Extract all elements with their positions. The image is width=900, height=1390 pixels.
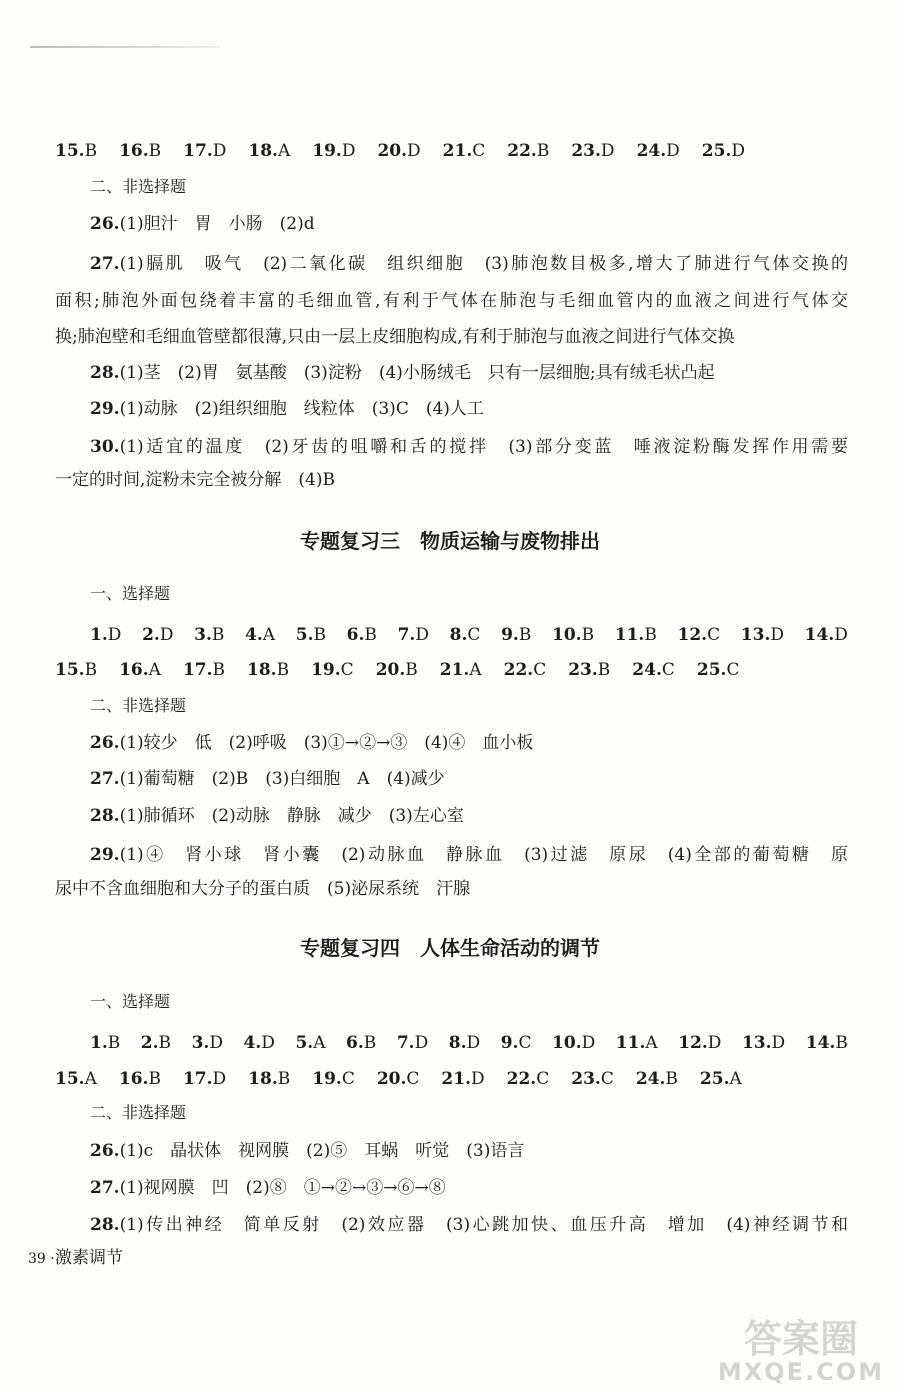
answer-number: 24.	[632, 660, 662, 680]
answer-number: 14.	[804, 625, 835, 645]
answer-item	[700, 1066, 742, 1092]
answer-choice: C	[472, 141, 486, 161]
answer-item	[248, 138, 290, 164]
answer-choice: B	[107, 1033, 121, 1053]
answer-item	[119, 138, 161, 164]
answer-number: 25.	[699, 1069, 730, 1089]
answer-item	[376, 657, 418, 683]
page-number: 39 ·	[28, 1251, 55, 1267]
answer-choice: C	[707, 625, 721, 645]
answer-item	[806, 1030, 848, 1056]
answer-number: 15.	[55, 660, 85, 680]
answer-item	[183, 657, 225, 683]
answer-number: 1.	[90, 625, 108, 645]
answer-number: 4.	[243, 1033, 262, 1053]
answer-number: 20.	[377, 141, 408, 161]
answer-choice: B	[277, 1069, 291, 1089]
answer-item	[244, 1030, 275, 1056]
answer-number: 17.	[182, 1069, 213, 1089]
answer-item	[697, 657, 740, 683]
answer-number: 19.	[312, 141, 342, 161]
answer-item	[504, 657, 547, 683]
answer-choice: B	[148, 141, 162, 161]
answer-number: 6.	[346, 625, 365, 645]
answer-item	[55, 657, 97, 683]
answer-choice: D	[600, 141, 615, 161]
question-28: 28.(1)肺循环 (2)动脉 静脉 减少 (3)左心室	[90, 806, 464, 826]
answer-choice: C	[340, 660, 354, 680]
answer-item	[443, 138, 486, 164]
answer-row	[55, 1066, 848, 1092]
answer-row	[55, 657, 848, 683]
answer-item	[440, 657, 482, 683]
answer-choice: A	[84, 1069, 97, 1089]
answer-choice: B	[276, 660, 290, 680]
answer-number: 1.	[90, 1033, 108, 1053]
watermark-line1: 答案圈	[743, 1317, 859, 1361]
answer-choice: D	[581, 1033, 596, 1053]
question-30-line-2: 一定的时间,淀粉未完全被分解 (4)B	[55, 470, 335, 490]
answer-choice: D	[731, 141, 745, 161]
section-heading: 二、非选择题	[90, 1103, 187, 1122]
answer-item	[742, 1030, 785, 1056]
answer-number: 8.	[448, 1033, 467, 1053]
answer-choice: B	[313, 625, 326, 645]
answer-choice: D	[212, 1069, 227, 1089]
answer-choice: B	[665, 1069, 678, 1089]
answer-item	[183, 138, 226, 164]
answer-choice: D	[415, 625, 429, 645]
answer-number: 12.	[677, 625, 708, 645]
answer-item	[637, 138, 680, 164]
answer-number: 17.	[182, 660, 213, 680]
answer-choice: B	[405, 660, 418, 680]
answer-choice: D	[212, 141, 227, 161]
answer-item	[571, 138, 614, 164]
answer-choice: C	[536, 1069, 550, 1089]
answer-choice: D	[407, 141, 421, 161]
answer-choice: D	[666, 141, 680, 161]
answer-item	[552, 1030, 595, 1056]
answer-item	[248, 1066, 290, 1092]
answer-item	[295, 1030, 325, 1056]
answer-number: 22.	[503, 660, 534, 680]
answer-item	[398, 622, 429, 648]
answer-number: 12.	[678, 1033, 708, 1053]
answer-number: 18.	[248, 1069, 278, 1089]
answer-number: 25.	[696, 660, 727, 680]
answer-number: 18.	[247, 660, 277, 680]
answer-item	[312, 1066, 355, 1092]
answer-number: 3.	[194, 625, 212, 645]
answer-choice: D	[471, 1069, 485, 1089]
answer-number: 20.	[376, 1069, 407, 1089]
answer-item	[377, 138, 420, 164]
answer-number: 13.	[740, 625, 771, 645]
answer-item	[312, 138, 355, 164]
answer-item	[296, 622, 326, 648]
answer-number: 21.	[439, 660, 470, 680]
answer-item	[450, 622, 481, 648]
question-27: 27.(1)视网膜 凹 (2)⑧ ①→②→③→⑥→⑧	[90, 1178, 446, 1198]
section-title: 专题复习三 物质运输与废物排出	[300, 529, 600, 553]
question-29-line-2: 尿中不含血细胞和大分子的蛋白质 (5)泌尿系统 汗腺	[55, 879, 471, 899]
answer-choice: B	[644, 625, 657, 645]
answer-number: 21.	[442, 141, 473, 161]
watermark-line2: MXQE.COM	[717, 1358, 885, 1386]
answer-choice: C	[533, 660, 547, 680]
answer-number: 3.	[191, 1033, 210, 1053]
answer-number: 10.	[552, 1033, 582, 1053]
answer-row	[55, 138, 848, 164]
answer-number: 11.	[614, 625, 645, 645]
answer-item	[501, 1030, 532, 1056]
answer-item	[55, 138, 97, 164]
answer-number: 2.	[140, 1033, 159, 1053]
answer-item	[552, 622, 594, 648]
answer-number: 25.	[701, 141, 732, 161]
answer-choice: B	[581, 625, 595, 645]
question-27-line-2: 面积;肺泡外面包绕着丰富的毛细血管,有利于气体在肺泡与毛细血管内的血液之间进行气体交	[55, 291, 848, 311]
answer-item	[55, 1066, 97, 1092]
answer-number: 5.	[295, 1033, 314, 1053]
answer-choice: B	[597, 660, 611, 680]
answer-number: 2.	[142, 625, 160, 645]
answer-number: 16.	[119, 141, 149, 161]
answer-choice: D	[707, 1033, 722, 1053]
question-29: 29.(1)动脉 (2)组织细胞 线粒体 (3)C (4)人工	[90, 399, 484, 419]
section-heading: 一、选择题	[90, 992, 171, 1011]
answer-choice: B	[363, 1033, 377, 1053]
answer-choice: C	[726, 660, 740, 680]
answer-choice: C	[341, 1069, 355, 1089]
answer-choice: B	[84, 141, 98, 161]
answer-number: 24.	[636, 141, 667, 161]
answer-item	[141, 1030, 171, 1056]
answer-number: 23.	[568, 660, 598, 680]
answer-item	[805, 622, 848, 648]
answer-number: 14.	[805, 1033, 836, 1053]
answer-item	[247, 657, 289, 683]
answer-number: 15.	[55, 141, 85, 161]
answer-item	[449, 1030, 480, 1056]
answer-number: 18.	[248, 141, 278, 161]
answer-item	[194, 622, 224, 648]
answer-choice: C	[518, 1033, 532, 1053]
question-27-line-3: 换;肺泡壁和毛细血管壁都很薄,只由一层上皮细胞构成,有利于肺泡与血液之间进行气体交换	[55, 327, 735, 347]
answer-choice: B	[211, 625, 225, 645]
answer-number: 9.	[500, 1033, 519, 1053]
answer-number: 17.	[183, 141, 213, 161]
answer-choice: B	[84, 660, 98, 680]
answer-choice: D	[341, 141, 356, 161]
answer-item	[571, 1066, 614, 1092]
answer-choice: A	[469, 660, 482, 680]
answer-choice: D	[770, 625, 784, 645]
answer-number: 7.	[397, 625, 416, 645]
answer-item	[632, 657, 675, 683]
answer-choice: A	[262, 625, 276, 645]
question-26: 26.(1)c 晶状体 视网膜 (2)⑤ 耳蜗 听觉 (3)语言	[90, 1141, 525, 1161]
answer-item	[507, 138, 549, 164]
answer-choice: D	[261, 1033, 275, 1053]
answer-number: 23.	[571, 141, 601, 161]
answer-choice: D	[834, 625, 848, 645]
question-27: 27.(1)葡萄糖 (2)B (3)白细胞 A (4)减少	[90, 769, 445, 789]
answer-number: 7.	[396, 1033, 415, 1053]
answer-choice: A	[313, 1033, 326, 1053]
answer-item	[741, 622, 784, 648]
answer-choice: D	[466, 1033, 481, 1053]
header-rule	[30, 46, 220, 48]
answer-number: 24.	[635, 1069, 666, 1089]
section-heading: 二、非选择题	[90, 177, 187, 196]
answer-number: 9.	[501, 625, 519, 645]
answer-item	[346, 1030, 376, 1056]
answer-choice: D	[414, 1033, 429, 1053]
answer-choice: C	[406, 1069, 420, 1089]
answer-number: 19.	[312, 1069, 342, 1089]
answer-number: 22.	[507, 141, 537, 161]
question-27-line-1: 27.(1)膈肌 吸气 (2)二氧化碳 组织细胞 (3)肺泡数目极多,增大了肺进行气体交换的	[90, 254, 848, 274]
answer-item	[183, 1066, 226, 1092]
answer-item	[192, 1030, 223, 1056]
answer-number: 15.	[55, 1069, 85, 1089]
answer-number: 16.	[118, 1069, 149, 1089]
answer-choice: A	[277, 141, 291, 161]
answer-choice: A	[729, 1069, 742, 1089]
answer-item	[119, 657, 161, 683]
answer-choice: B	[148, 1069, 161, 1089]
question-26: 26.(1)较少 低 (2)呼吸 (3)①→②→③ (4)④ 血小板	[90, 733, 534, 753]
answer-item	[616, 1030, 658, 1056]
answer-item	[636, 1066, 678, 1092]
answer-number: 5.	[295, 625, 314, 645]
answer-item	[90, 1030, 120, 1056]
answer-number: 11.	[615, 1033, 646, 1053]
question-30-line-1: 30.(1)适宜的温度 (2)牙齿的咀嚼和舌的搅拌 (3)部分变蓝 唾液淀粉酶发挥作用需要	[90, 437, 848, 457]
answer-number: 21.	[441, 1069, 471, 1089]
answer-choice: B	[835, 1033, 848, 1053]
answer-item	[615, 622, 657, 648]
answer-number: 16.	[119, 660, 149, 680]
section-title: 专题复习四 人体生命活动的调节	[300, 936, 600, 960]
answer-number: 6.	[346, 1033, 364, 1053]
answer-item	[347, 622, 377, 648]
answer-item	[90, 622, 121, 648]
answer-item	[678, 1030, 721, 1056]
answer-number: 23.	[571, 1069, 601, 1089]
answer-item	[678, 622, 721, 648]
answer-row	[90, 1030, 848, 1056]
answer-choice: D	[209, 1033, 223, 1053]
section-heading: 一、选择题	[90, 584, 171, 603]
answer-row	[90, 622, 848, 648]
answer-number: 13.	[741, 1033, 772, 1053]
answer-item	[702, 138, 745, 164]
answer-choice: B	[158, 1033, 172, 1053]
answer-choice: A	[645, 1033, 658, 1053]
answer-choice: D	[159, 625, 174, 645]
question-26: 26.(1)胆汁 胃 小肠 (2)d	[90, 214, 315, 234]
answer-number: 8.	[449, 625, 468, 645]
question-28-line-1: 28.(1)传出神经 简单反射 (2)效应器 (3)心跳加快、血压升高 增加 (4)神经调节和	[90, 1215, 848, 1235]
answer-number: 19.	[311, 660, 341, 680]
answer-choice: C	[467, 625, 481, 645]
answer-item	[311, 657, 354, 683]
answer-item	[245, 622, 275, 648]
answer-number: 10.	[552, 625, 582, 645]
answer-choice: A	[148, 660, 161, 680]
answer-item	[119, 1066, 161, 1092]
answer-choice: B	[364, 625, 377, 645]
answer-number: 4.	[245, 625, 263, 645]
answer-choice: B	[518, 625, 532, 645]
question-29-line-1: 29.(1)④ 肾小球 肾小囊 (2)动脉血 静脉血 (3)过滤 原尿 (4)全部的葡萄糖 原	[90, 845, 848, 865]
answer-number: 20.	[375, 660, 406, 680]
answer-item	[507, 1066, 550, 1092]
answer-choice: D	[107, 625, 122, 645]
answer-item	[568, 657, 610, 683]
watermark-logo	[712, 1312, 890, 1386]
answer-item	[501, 622, 531, 648]
answer-item	[397, 1030, 428, 1056]
answer-choice: D	[771, 1033, 786, 1053]
answer-choice: C	[661, 660, 675, 680]
question-28: 28.(1)茎 (2)胃 氨基酸 (3)淀粉 (4)小肠绒毛 只有一层细胞;具有绒毛状凸起	[90, 363, 715, 383]
answer-choice: C	[600, 1069, 614, 1089]
section-heading: 二、非选择题	[90, 696, 187, 715]
answer-choice: B	[212, 660, 226, 680]
question-28-line-2: 激素调节	[55, 1248, 123, 1268]
answer-item	[441, 1066, 484, 1092]
answer-item	[142, 622, 173, 648]
answer-choice: B	[536, 141, 550, 161]
answer-item	[377, 1066, 420, 1092]
answer-number: 22.	[506, 1069, 537, 1089]
